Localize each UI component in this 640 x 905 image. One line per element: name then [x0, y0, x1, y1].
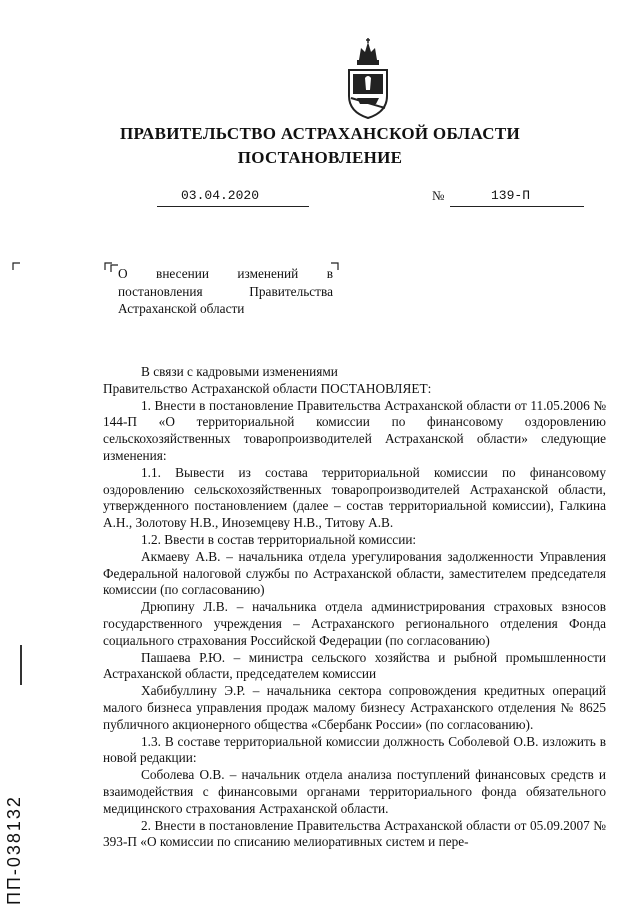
registry-number: ПП-038132	[4, 795, 24, 905]
coat-of-arms-icon	[343, 38, 393, 120]
body-paragraph: 1.3. В составе территориальной комиссии должность Соболевой О.В. изложить в новой редакции:	[103, 733, 606, 766]
body-paragraph: 2. Внести в постановление Правительства Астраханской области от 05.09.2007 № 393-П «О комиссии по списанию мелиоративных систем и пере-	[103, 817, 606, 850]
corner-mark-icon	[110, 264, 118, 272]
number-underline	[450, 206, 584, 207]
body-paragraph: Акмаеву А.В. – начальника отдела урегулирования задолженности Управления Федеральной налоговой службы по Астраханской области, заместителем председателя комиссии (по согласованию)	[103, 548, 606, 598]
doc-number: 139-П	[491, 188, 531, 203]
doc-type-title: ПОСТАНОВЛЕНИЕ	[237, 148, 403, 167]
body-paragraph: Дрюпину Л.В. – начальника отдела администрирования страховых взносов государственного учреждения – Астраханского регионального отделения Фонда социального страхования Российской Федерации (по согласованию)	[103, 599, 606, 648]
document-body	[103, 364, 606, 851]
side-divider	[20, 645, 22, 685]
body-paragraph: В связи с кадровыми изменениями	[141, 364, 338, 379]
body-paragraph: Соболева О.В. – начальник отдела анализа поступлений финансовых средств и взаимодействия с финансовыми органами территориального фонда обязательного медицинского страхования Астраханской области.	[103, 767, 606, 816]
body-paragraph: Пашаева Р.Ю. – министра сельского хозяйства и рыбной промышленности Астраханской области, председателем комиссии	[103, 649, 606, 682]
body-paragraph: 1.1. Вывести из состава территориальной комиссии по финансовому оздоровлению сельскохозяйственных товаропроизводителей Астраханской области, утвержденного постановлением (далее – состав территориальной комиссии), Галкина А.Н., Золотову Н.В., Иноземцеву Н.В., Титову А.В.	[103, 464, 606, 531]
body-paragraph: 1. Внести в постановление Правительства Астраханской области от 11.05.2006 № 144-П «О территориальной комиссии по финансовому оздоровлению сельскохозяйственных товаропроизводителей Астраханской области» следующие изменения:	[103, 397, 606, 463]
body-paragraph: Хабибуллину Э.Р. – начальника сектора сопровождения кредитных операций малого бизнеса управления продаж малому бизнесу Астраханского отделения № 8625 публичного акционерного общества «Сбербанк России» (по согласованию).	[103, 683, 606, 732]
number-label: №	[432, 188, 445, 203]
document-subject: О внесении изменений в постановления Правительства Астраханской области	[118, 266, 333, 316]
date-underline	[157, 206, 309, 207]
body-paragraph: Правительство Астраханской области ПОСТАНОВЛЯЕТ:	[103, 380, 432, 396]
doc-date: 03.04.2020	[181, 188, 260, 203]
corner-mark-icon	[12, 262, 20, 270]
org-title: ПРАВИТЕЛЬСТВО АСТРАХАНСКОЙ ОБЛАСТИ	[120, 124, 520, 143]
body-paragraph: 1.2. Ввести в состав территориальной комиссии:	[141, 531, 417, 547]
